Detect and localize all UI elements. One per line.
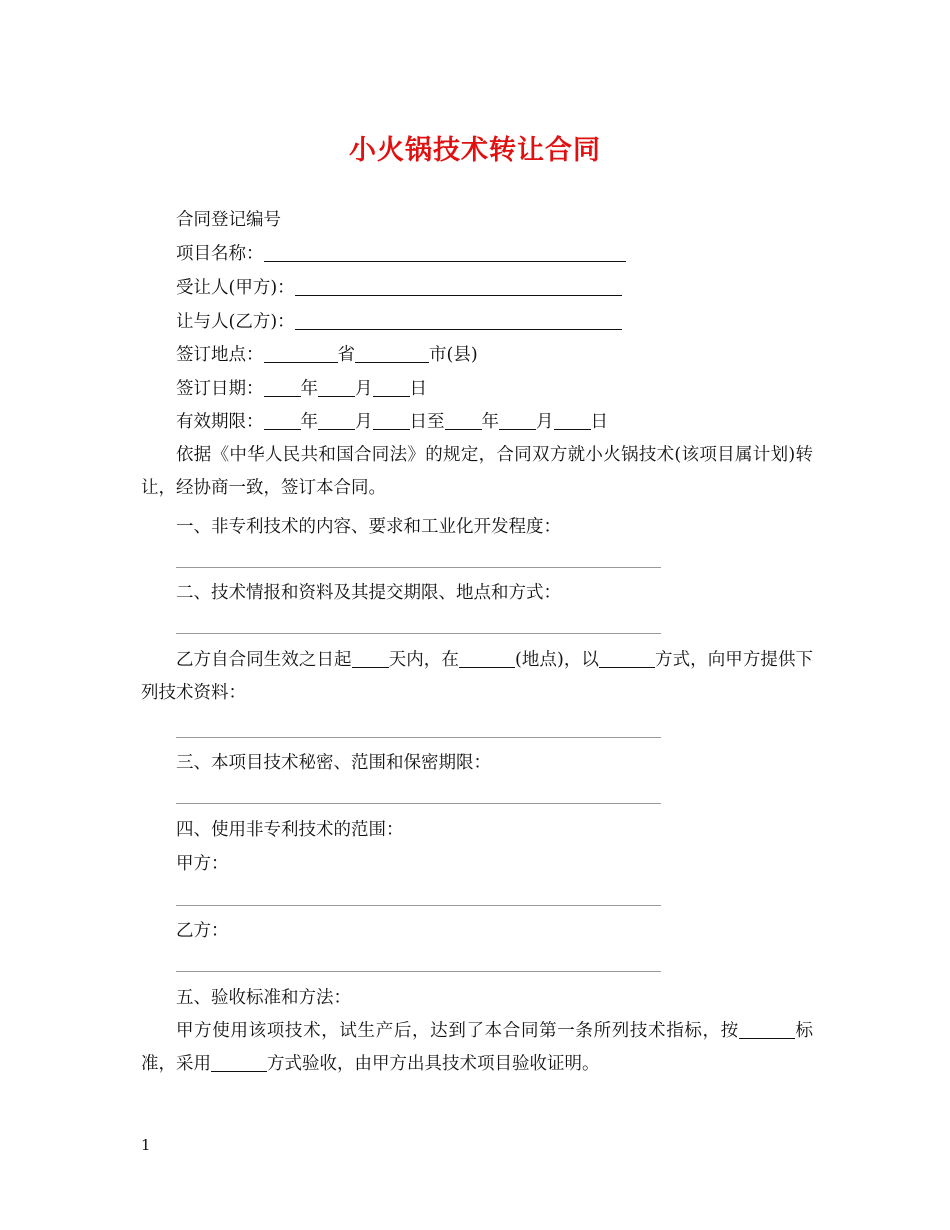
transferor-field: 让与人(乙方)： bbox=[176, 310, 622, 334]
page-number: 1 bbox=[141, 1136, 151, 1154]
answer-line bbox=[176, 737, 661, 738]
answer-line bbox=[176, 803, 661, 804]
section-5-heading: 五、验收标准和方法： bbox=[176, 988, 351, 1008]
section-2-body: 乙方自合同生效之日起 天内，在 (地点)，以 方式，向甲方提供下列技术资料： bbox=[141, 650, 814, 703]
section-4-heading: 四、使用非专利技术的范围： bbox=[176, 820, 404, 840]
signing-date-field: 签订日期： 年 月 日 bbox=[176, 379, 427, 399]
document-title: 小火锅技术转让合同 bbox=[349, 135, 601, 166]
section-2-heading: 二、技术情报和资料及其提交期限、地点和方式： bbox=[176, 583, 561, 603]
section-3-heading: 三、本项目技术秘密、范围和保密期限： bbox=[176, 753, 491, 773]
answer-line bbox=[176, 971, 661, 972]
intro-paragraph: 依据《中华人民共和国合同法》的规定，合同双方就小火锅技术(该项目属计划)转让，经协商一致，签订本合同。 bbox=[141, 445, 813, 498]
transferee-field: 受让人(甲方)： bbox=[176, 276, 622, 300]
validity-period-field: 有效期限： 年 月 日至 年 月 日 bbox=[176, 412, 608, 432]
blank-line bbox=[264, 243, 626, 262]
answer-line bbox=[176, 905, 661, 906]
blank-line bbox=[295, 277, 622, 296]
contract-registration-number: 合同登记编号 bbox=[176, 210, 281, 230]
answer-line bbox=[176, 567, 661, 568]
party-a-label: 甲方： bbox=[176, 854, 229, 874]
signing-place-field: 签订地点： 省 市(县) bbox=[176, 345, 478, 365]
party-b-label: 乙方： bbox=[176, 921, 229, 941]
answer-line bbox=[176, 633, 661, 634]
project-name-field: 项目名称： bbox=[176, 242, 626, 266]
section-5-body: 甲方使用该项技术，试生产后，达到了本合同第一条所列技术指标，按 标准，采用 方式验收，由甲方出具技术项目验收证明。 bbox=[141, 1021, 813, 1074]
blank-line bbox=[295, 311, 622, 330]
section-1-heading: 一、非专利技术的内容、要求和工业化开发程度： bbox=[176, 517, 561, 537]
